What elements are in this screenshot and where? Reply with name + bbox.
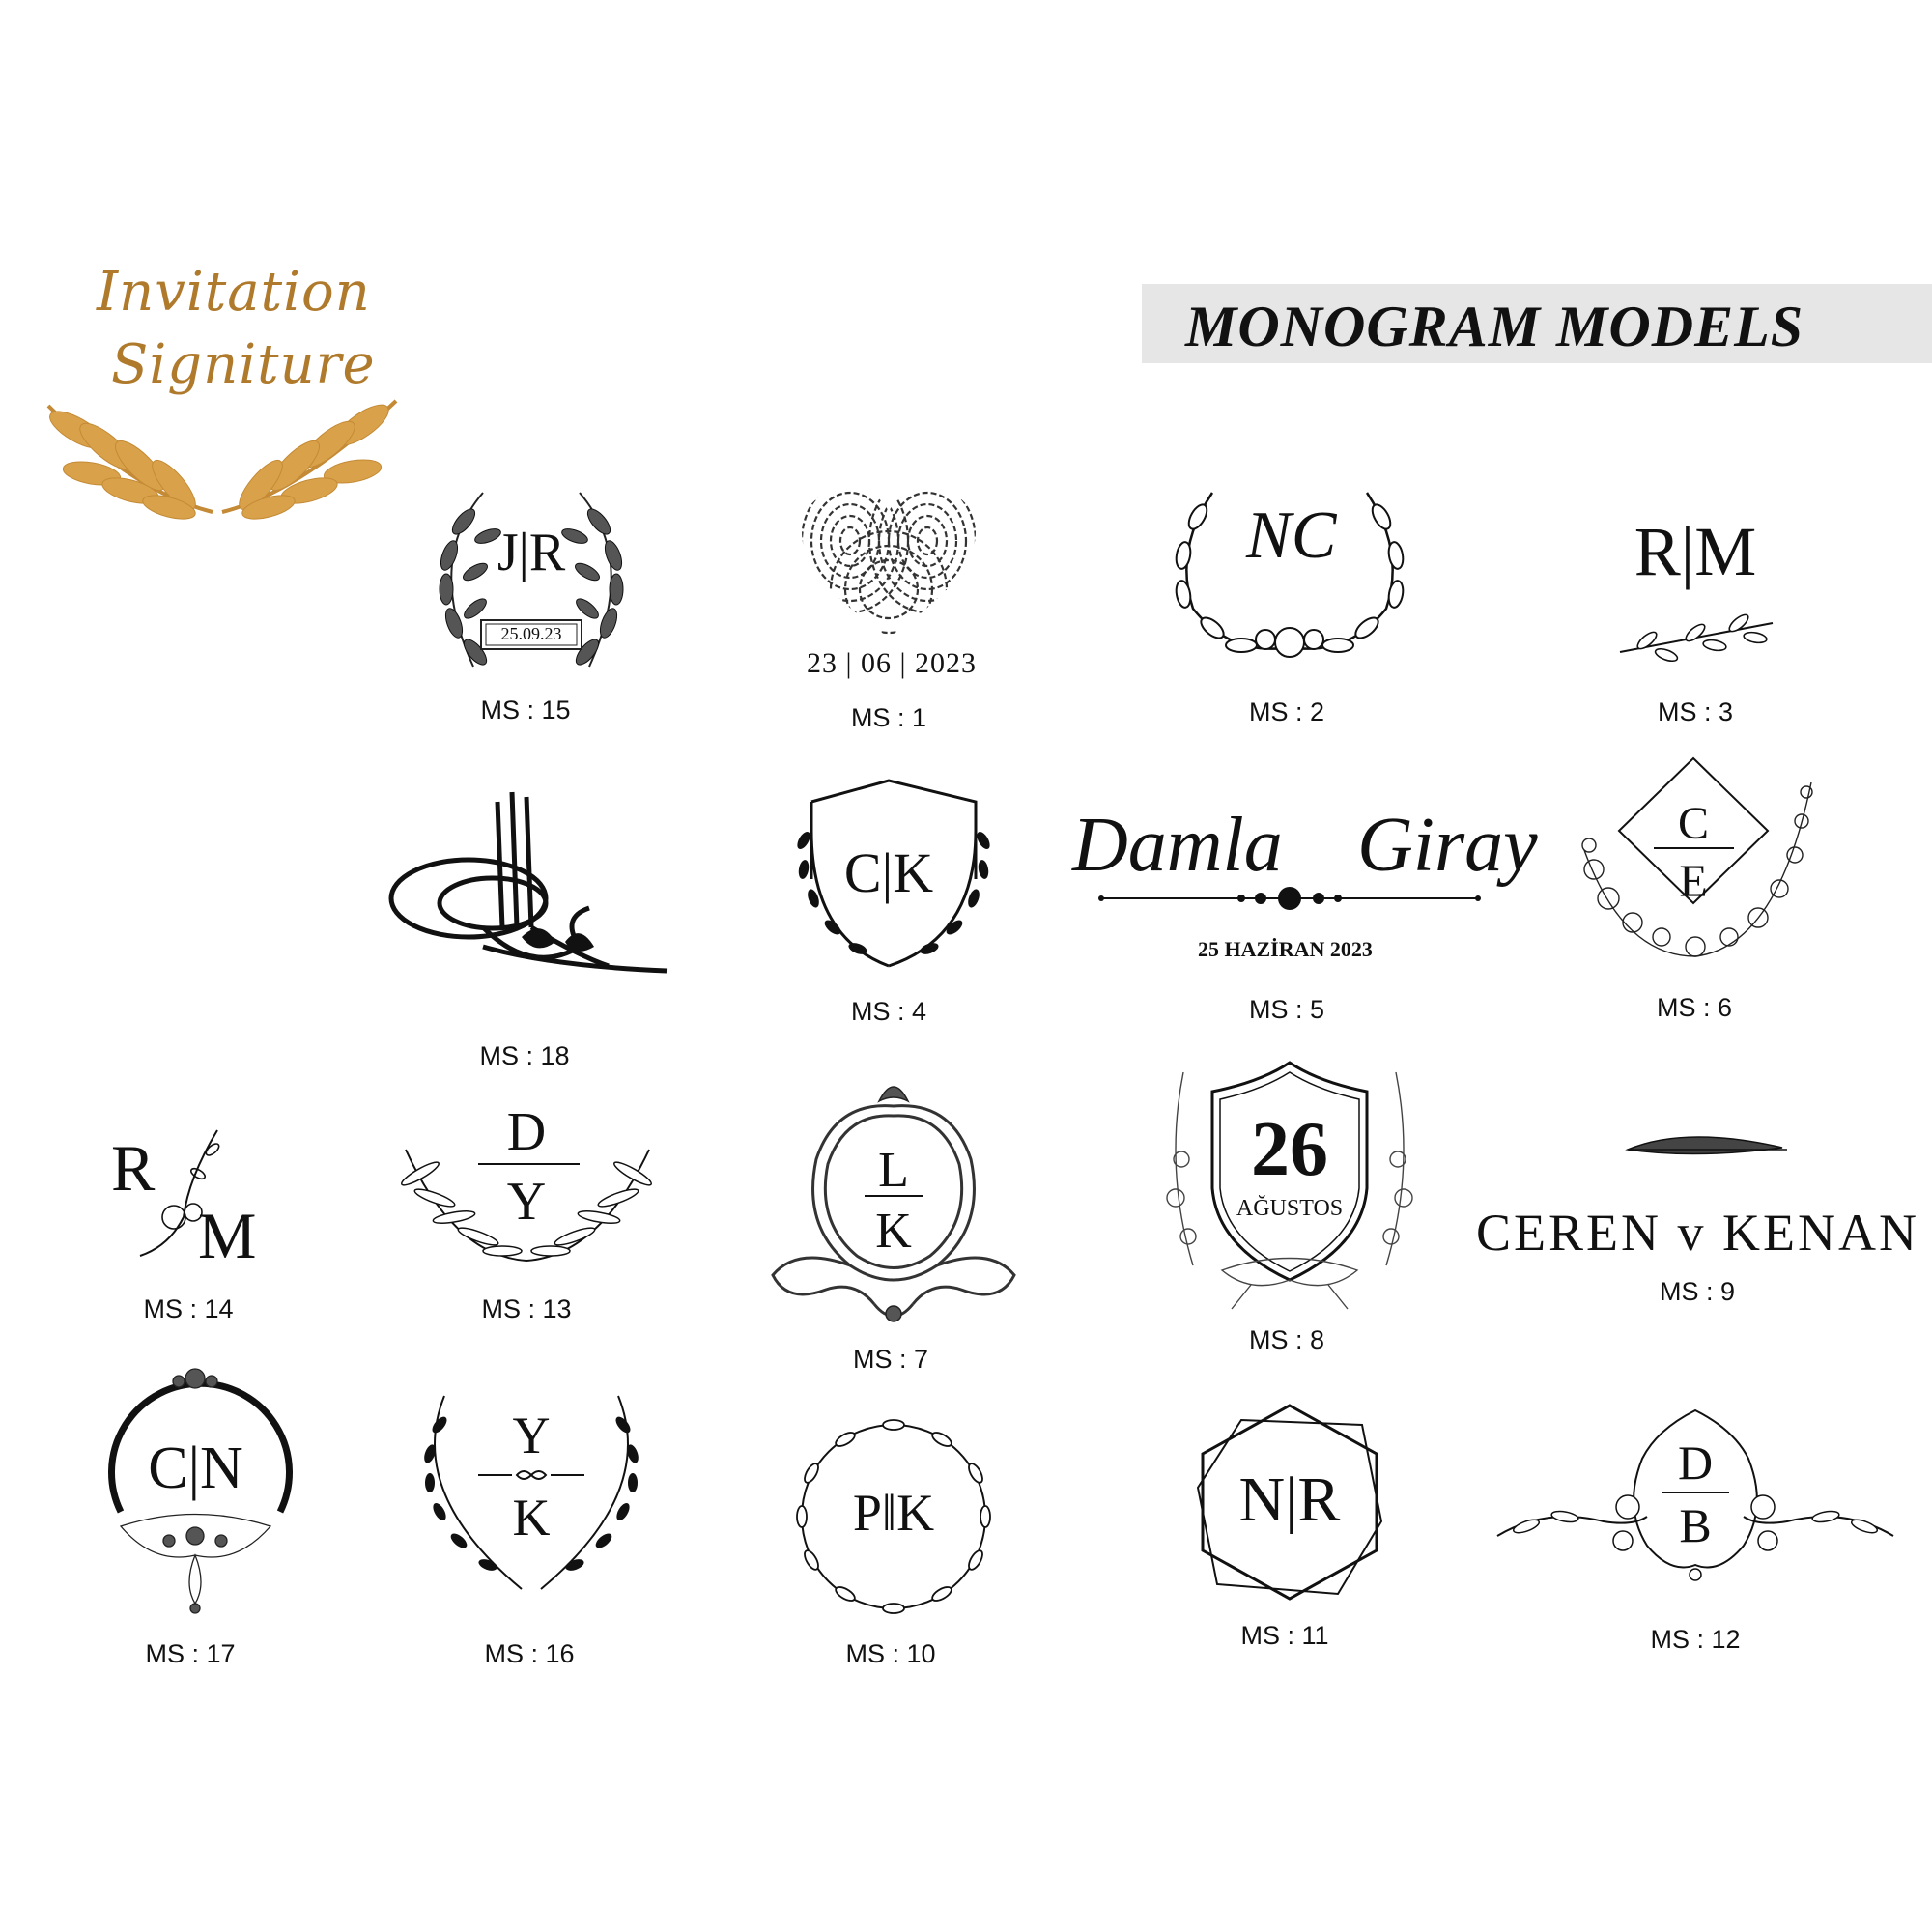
model-ms11[interactable] [1183, 1396, 1396, 1666]
ms10-code: MS : 10 [845, 1639, 936, 1668]
model-ms18[interactable] [386, 782, 676, 1072]
model-ms2[interactable] [1154, 473, 1425, 734]
gold-laurel-icon [19, 386, 425, 531]
ms11-initials: N|R [1238, 1464, 1341, 1535]
tughra-calligraphy-icon [386, 782, 676, 1014]
ms15-date: 25.09.23 [500, 624, 562, 643]
ms8-day: 26 [1251, 1107, 1328, 1192]
ms2-initials: NC [1246, 498, 1337, 573]
brand-line-1: Invitation [97, 261, 371, 324]
ms1-code: MS : 1 [850, 703, 927, 732]
model-ms5[interactable] [1063, 802, 1538, 1034]
ms1-date: 23 | 06 | 2023 [807, 647, 978, 679]
ms13-code: MS : 13 [481, 1294, 572, 1323]
model-ms3[interactable] [1608, 512, 1782, 734]
ms13-bottom: Y [506, 1172, 547, 1232]
ms3-code: MS : 3 [1657, 697, 1734, 726]
model-ms13[interactable] [396, 1092, 657, 1333]
ms3-initials: R|M [1634, 513, 1757, 590]
fingerprint-heart-icon [782, 483, 995, 647]
model-ms17[interactable] [92, 1357, 299, 1676]
ms12-top: D [1677, 1435, 1714, 1490]
ms17-initials: C|N [148, 1435, 243, 1501]
brand-line-2: Signiture [111, 333, 376, 396]
page-title: MONOGRAM MODELS [1185, 295, 1804, 358]
ms15-code: MS : 15 [480, 696, 571, 724]
ms12-bottom: B [1679, 1498, 1712, 1552]
ms5-date: 25 HAZİRAN 2023 [1198, 937, 1373, 961]
ms7-code: MS : 7 [852, 1345, 929, 1374]
ms10-initials: P‖K [852, 1484, 935, 1542]
feather-icon [1473, 1121, 1922, 1169]
ms8-code: MS : 8 [1248, 1325, 1325, 1354]
model-ms10[interactable] [778, 1406, 1009, 1676]
ms16-code: MS : 16 [484, 1639, 575, 1668]
ms6-code: MS : 6 [1656, 993, 1733, 1022]
ms16-bottom: K [512, 1489, 551, 1547]
ms5-code: MS : 5 [1248, 995, 1325, 1024]
ms17-code: MS : 17 [145, 1639, 236, 1668]
ms9-code: MS : 9 [1659, 1277, 1736, 1306]
ms15-initials: J|R [497, 523, 566, 582]
ms5-name2: Giray [1357, 803, 1538, 888]
ms8-month: AĞUSTOS [1236, 1196, 1344, 1221]
model-ms9[interactable] [1473, 1121, 1922, 1314]
ms14-bottom: M [198, 1199, 257, 1272]
model-ms6[interactable] [1565, 753, 1826, 1034]
ms5-name1: Damla [1072, 803, 1283, 888]
model-ms16[interactable] [406, 1386, 657, 1676]
ms16-top: Y [512, 1406, 551, 1464]
ms12-code: MS : 12 [1650, 1625, 1741, 1654]
flower-stem-icon [101, 1121, 275, 1265]
ornament-divider-icon [1063, 879, 1517, 918]
brand-logo [19, 261, 425, 541]
ms18-code: MS : 18 [479, 1041, 570, 1070]
model-ms12[interactable] [1488, 1401, 1903, 1662]
ms7-top: L [878, 1143, 909, 1198]
ms14-code: MS : 14 [143, 1294, 234, 1323]
ms11-code: MS : 11 [1240, 1621, 1329, 1650]
ms2-code: MS : 2 [1248, 697, 1325, 726]
model-ms14[interactable] [101, 1121, 275, 1333]
ms9-names: CEREN v KENAN [1476, 1204, 1919, 1262]
ms6-top: C [1677, 798, 1709, 849]
model-ms4[interactable] [782, 773, 995, 1034]
model-ms1[interactable] [782, 483, 995, 744]
ms7-bottom: K [875, 1204, 912, 1259]
model-ms15[interactable] [415, 464, 647, 734]
ms13-top: D [506, 1102, 547, 1162]
ms4-initials: C|K [843, 841, 934, 904]
model-ms8[interactable] [1154, 1053, 1425, 1362]
ms6-bottom: E [1679, 856, 1708, 907]
ms4-code: MS : 4 [850, 997, 927, 1026]
model-ms7[interactable] [758, 1072, 1029, 1381]
title-banner [1142, 284, 1932, 363]
leaf-branch-icon [1608, 609, 1782, 667]
ms14-top: R [111, 1131, 156, 1205]
